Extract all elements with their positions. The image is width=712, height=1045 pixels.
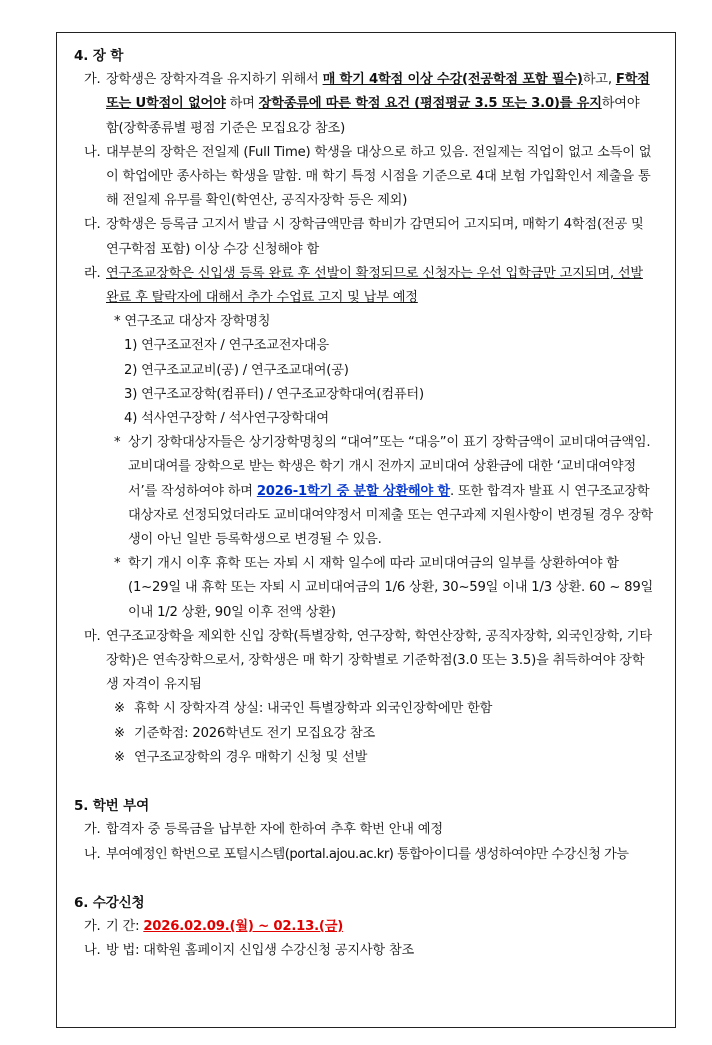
section-6-item-ga: 가. 기 간: 2026.02.09.(월) ~ 02.13.(금) — [84, 918, 344, 934]
reference-note: ※ 연구조교장학의 경우 매학기 신청 및 선발 — [114, 749, 368, 765]
section-4-item-ga: 가. 장학생은 장학자격을 유지하기 위해서 매 학기 4학점 이상 수강(전공학점 포함 필수)하고, F학점 또는 U학점이 없어야 하며 장학종류에 따른 학점 요건 (평점평균 3.5 또는 3.0)를 유지하여야 함(장학종류별 평점 기준은 모집요강 참조) — [84, 72, 650, 136]
section-6-title: 6. 수강신청 — [74, 894, 145, 911]
section-5-item-na: 나. 부여예정인 학번으로 포털시스템(portal.ajou.ac.kr) 통합아이디를 생성하여야만 수강신청 가능 — [84, 846, 629, 862]
highlight-no-f-grade: F학점 또는 U학점이 없어야 — [106, 72, 650, 112]
scholarship-list-item: 2) 연구조교교비(공) / 연구조교대여(공) — [124, 362, 349, 378]
repayment-highlight: 2026-1학기 중 분할 상환해야 함 — [256, 483, 450, 499]
reference-note: ※ 휴학 시 장학자격 상실: 내국인 특별장학과 외국인장학에만 한함 — [114, 701, 493, 717]
section-4-item-ra: 라. 연구조교장학은 신입생 등록 완료 후 선발이 확정되므로 신청자는 우선 입학금만 고지되며, 선발 완료 후 탈락자에 대해서 추가 수업료 고지 및 납부 예정 — [84, 265, 643, 306]
highlight-credits: 매 학기 4학점 이상 수강(전공학점 포함 필수) — [322, 72, 583, 88]
loan-note: * 상기 장학대상자들은 상기장학명칭의 “대여”또는 “대응”이 표기 장학금액이 교비대여금액임. 교비대여를 장학으로 받는 학생은 학기 개시 전까지 교비대여 상환금에 대한 ‘교비대여약정서’를 작성하여야 하며 2026-1학기 중 분할 상환해야 함. 또한 합격자 발표 시 연구조교장학대상자로 선정되었더라도 교비대여약정서 미제출 또는 연구과제 지원사항이 변경될 경우 장학생이 아닌 일반 등록학생으로 변경될 수 있음. — [114, 435, 653, 548]
section-4-item-na: 나. 대부분의 장학은 전일제 (Full Time) 학생을 대상으로 하고 있음. 전일제는 직업이 없고 소득이 없이 학업에만 종사하는 학생을 말함. 매 학기 특정 시점을 기준으로 4대 보험 가입확인서 제출을 통해 전일제 유무를 확인(학연산, 공직자장학 등은 제외) — [84, 144, 652, 209]
section-4-item-ma: 마. 연구조교장학을 제외한 신입 장학(특별장학, 연구장학, 학연산장학, 공직자장학, 외국인장학, 기타 장학)은 연속장학으로서, 장학생은 매 학기 장학별로 기준학점(3.0 또는 3.5)을 취득하여야 장학생 자격이 유지됨 — [84, 628, 652, 693]
scholarship-list-title: * 연구조교 대상자 장학명칭 — [114, 314, 271, 330]
leave-repayment-note: * 학기 개시 이후 휴학 또는 자퇴 시 재학 일수에 따라 교비대여금의 일부를 상환하여야 함(1~29일 내 휴학 또는 자퇴 시 교비대여금의 1/6 상환, 30~59일 이내 1/3 상환. 60 ~ 89일 이내 1/2 상환, 90일 이후 전액 상환) — [114, 556, 654, 620]
section-4-item-da: 다. 장학생은 등록금 고지서 발급 시 장학금액만큼 학비가 감면되어 고지되며, 매학기 4학점(전공 및 연구학점 포함) 이상 수강 신청해야 함 — [84, 217, 644, 257]
section-5-title: 5. 학번 부여 — [74, 798, 150, 815]
document-body — [74, 44, 654, 963]
scholarship-list-item: 3) 연구조교장학(컴퓨터) / 연구조교장학대여(컴퓨터) — [124, 386, 424, 402]
section-4-title: 4. 장 학 — [74, 48, 124, 64]
section-5-item-ga: 가. 합격자 중 등록금을 납부한 자에 한하여 추후 학번 안내 예정 — [84, 822, 443, 838]
scholarship-list-item: 1) 연구조교전자 / 연구조교전자대응 — [124, 338, 329, 354]
highlight-gpa: 장학종류에 따른 학점 요건 (평점평균 3.5 또는 3.0)를 유지 — [258, 96, 602, 112]
scholarship-list-item: 4) 석사연구장학 / 석사연구장학대여 — [124, 411, 329, 427]
section-6-item-na: 나. 방 법: 대학원 홈페이지 신입생 수강신청 공지사항 참조 — [84, 943, 415, 959]
reference-note: ※ 기준학점: 2026학년도 전기 모집요강 참조 — [114, 725, 376, 741]
registration-period: 2026.02.09.(월) ~ 02.13.(금) — [143, 918, 344, 934]
